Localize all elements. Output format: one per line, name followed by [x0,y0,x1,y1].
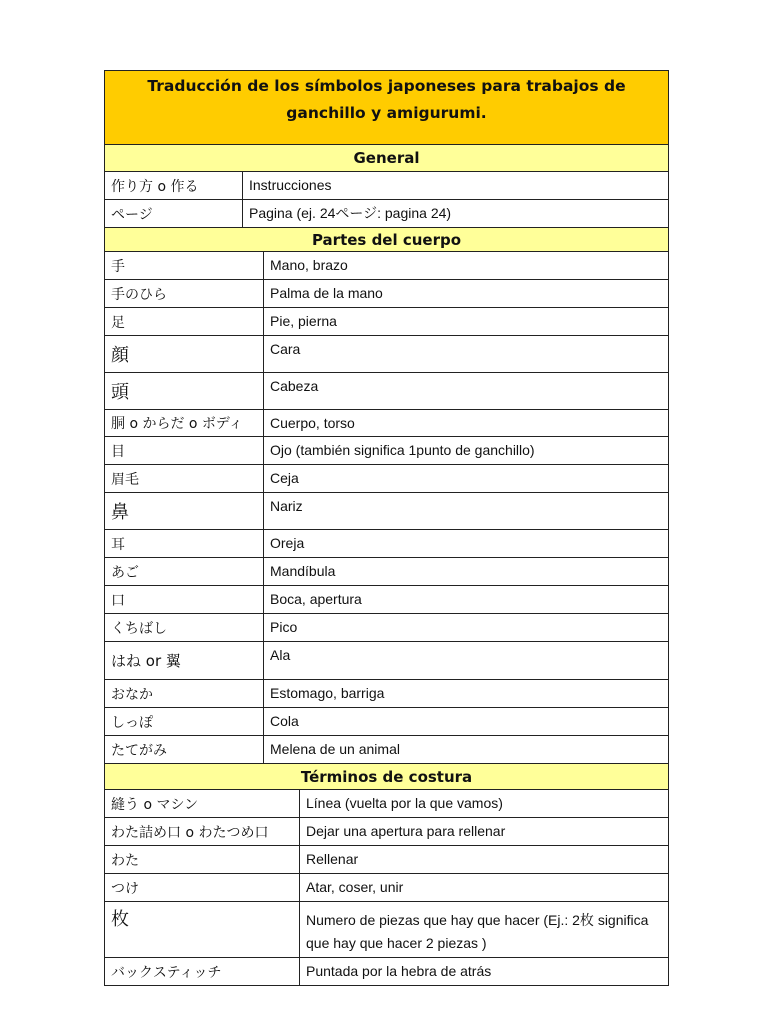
document-title-row [104,70,669,145]
section-heading-body-parts: Partes del cuerpo [104,228,669,252]
spanish-translation: Línea (vuelta por la que vamos) [306,795,503,811]
japanese-term: 眉毛 [105,465,264,492]
spanish-translation: Cara [270,341,301,357]
table-row [104,336,669,373]
japanese-term: わた [105,846,300,873]
japanese-term: 顔 [105,336,264,372]
japanese-term: 足 [105,308,264,335]
spanish-translation: Mano, brazo [270,257,348,273]
japanese-term: おなか [105,680,264,707]
spanish-translation: Mandíbula [270,563,336,579]
spanish-translation: Ceja [270,470,299,486]
table-row [104,308,669,336]
japanese-term: 耳 [105,530,264,557]
body-part-rows [104,252,669,764]
table-row [104,252,669,280]
table-row [104,958,669,986]
table-row [104,586,669,614]
table-row [104,465,669,493]
table-row [104,172,669,200]
japanese-term: 頭 [105,373,264,409]
spanish-translation: Rellenar [306,851,359,867]
section-heading-general: General [104,145,669,172]
spanish-translation: Pico [270,619,298,635]
table-row [104,902,669,958]
japanese-term: つけ [105,874,300,901]
japanese-term: 胴 o からだ o ボディ [105,410,264,436]
japanese-term: 枚 [105,902,300,957]
spanish-translation: Boca, apertura [270,591,362,607]
japanese-term: ページ [105,200,243,227]
table-row [104,410,669,437]
spanish-translation: Puntada por la hebra de atrás [306,963,492,979]
spanish-translation: Melena de un animal [270,741,400,757]
spanish-translation: Instrucciones [249,177,332,193]
table-row [104,200,669,228]
table-row [104,846,669,874]
table-row [104,558,669,586]
japanese-term: 手のひら [105,280,264,307]
table-row [104,530,669,558]
spanish-translation: Cabeza [270,378,319,394]
table-row [104,373,669,410]
spanish-translation: Cola [270,713,299,729]
japanese-term: バックスティッチ [105,958,300,985]
sewing-term-rows [104,790,669,986]
japanese-term: 目 [105,437,264,464]
japanese-term: くちばし [105,614,264,641]
document-title: Traducción de los símbolos japoneses para trabajos de ganchillo y amigurumi. [147,77,626,122]
japanese-term: はね or 翼 [105,642,264,679]
table-row [104,614,669,642]
spanish-translation: Cuerpo, torso [270,415,355,431]
spanish-translation: Atar, coser, unir [306,879,404,895]
spanish-translation: Ala [270,647,291,663]
japanese-term: 作り方 o 作る [105,172,243,199]
japanese-term: わた詰め口 o わたつめ口 [105,818,300,845]
translation-table [104,70,669,986]
japanese-term: 手 [105,252,264,279]
spanish-translation: Pagina (ej. 24ページ: pagina 24) [249,205,452,221]
table-row [104,437,669,465]
japanese-term: 縫う o マシン [105,790,300,817]
japanese-term: しっぽ [105,708,264,735]
table-row [104,280,669,308]
spanish-translation: Ojo (también significa 1punto de ganchillo) [270,442,535,458]
japanese-term: 鼻 [105,493,264,529]
table-row [104,874,669,902]
table-row [104,818,669,846]
spanish-translation: Oreja [270,535,305,551]
spanish-translation: Estomago, barriga [270,685,385,701]
table-row [104,493,669,530]
general-rows [104,172,669,228]
spanish-translation: Numero de piezas que hay que hacer (Ej.: 2枚 significa que hay que hacer 2 piezas ) [306,912,649,951]
spanish-translation: Nariz [270,498,303,514]
japanese-term: 口 [105,586,264,613]
table-row [104,708,669,736]
spanish-translation: Pie, pierna [270,313,337,329]
spanish-translation: Dejar una apertura para rellenar [306,823,506,839]
spanish-translation: Palma de la mano [270,285,383,301]
japanese-term: たてがみ [105,736,264,763]
table-row [104,680,669,708]
table-row [104,790,669,818]
table-row [104,736,669,764]
japanese-term: あご [105,558,264,585]
table-row [104,642,669,680]
section-heading-sewing-terms: Términos de costura [104,764,669,790]
